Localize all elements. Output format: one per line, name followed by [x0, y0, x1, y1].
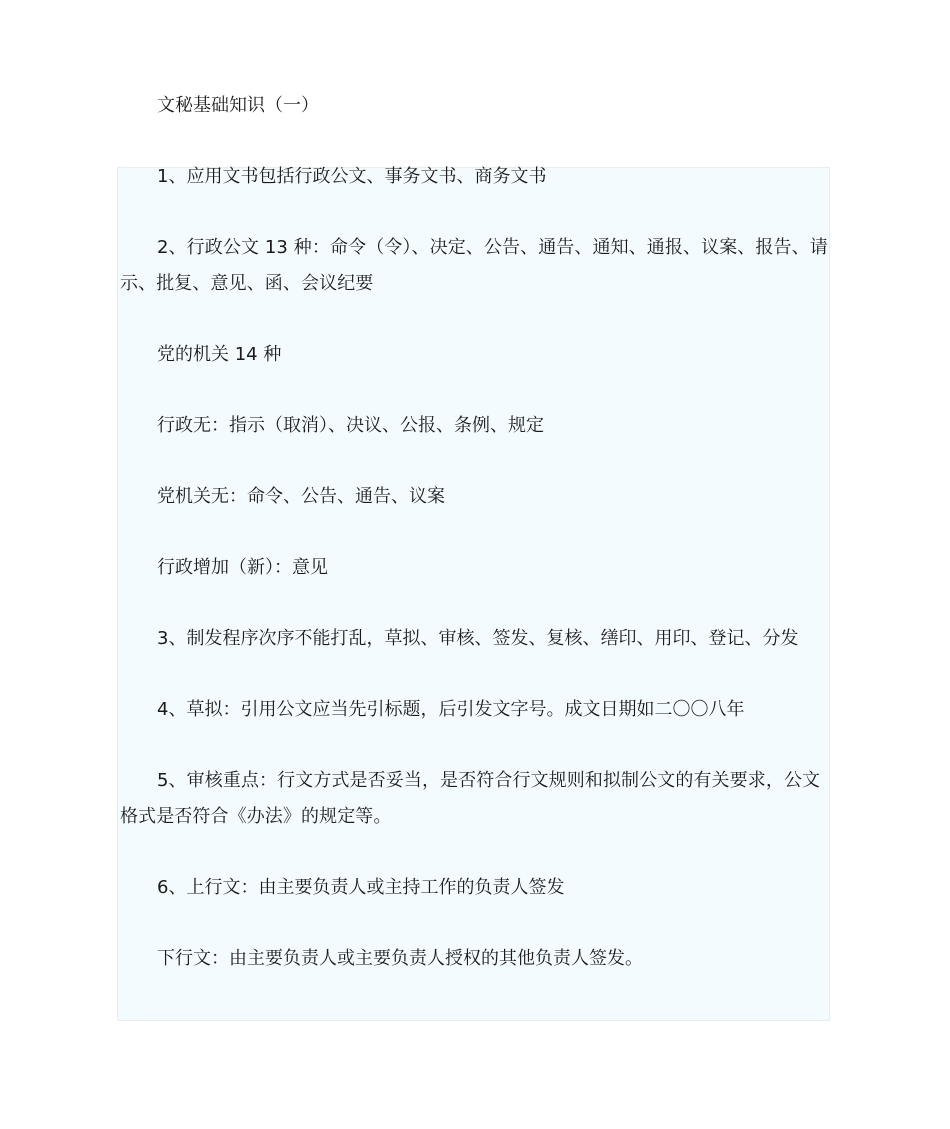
paragraph-11: 下行文：由主要负责人或主要负责人授权的其他负责人签发。 — [157, 948, 643, 969]
paragraph-4: 行政无：指示（取消）、决议、公报、条例、规定 — [157, 415, 544, 436]
paragraph-9: 5、审核重点：行文方式是否妥当，是否符合行文规则和拟制公文的有关要求，公文格式是否符合《办法》的规定等。 — [120, 770, 821, 827]
document-title: 文秘基础知识（一） — [157, 95, 319, 116]
paragraph-2: 2、行政公文 13 种：命令（令）、决定、公告、通告、通知、通报、议案、报告、请示、批复、意见、函、会议纪要 — [120, 237, 828, 294]
paragraph-8: 4、草拟：引用公文应当先引标题，后引发文字号。成文日期如二〇〇八年 — [157, 699, 745, 720]
paragraph-1: 1、应用文书包括行政公文、事务文书、商务文书 — [157, 166, 547, 187]
paragraph-6: 行政增加（新）：意见 — [157, 557, 328, 578]
paragraph-10: 6、上行文：由主要负责人或主持工作的负责人签发 — [157, 877, 565, 898]
paragraph-7: 3、制发程序次序不能打乱，草拟、审核、签发、复核、缮印、用印、登记、分发 — [157, 628, 799, 649]
paragraph-5: 党机关无：命令、公告、通告、议案 — [157, 486, 445, 507]
paragraph-3: 党的机关 14 种 — [157, 344, 282, 365]
